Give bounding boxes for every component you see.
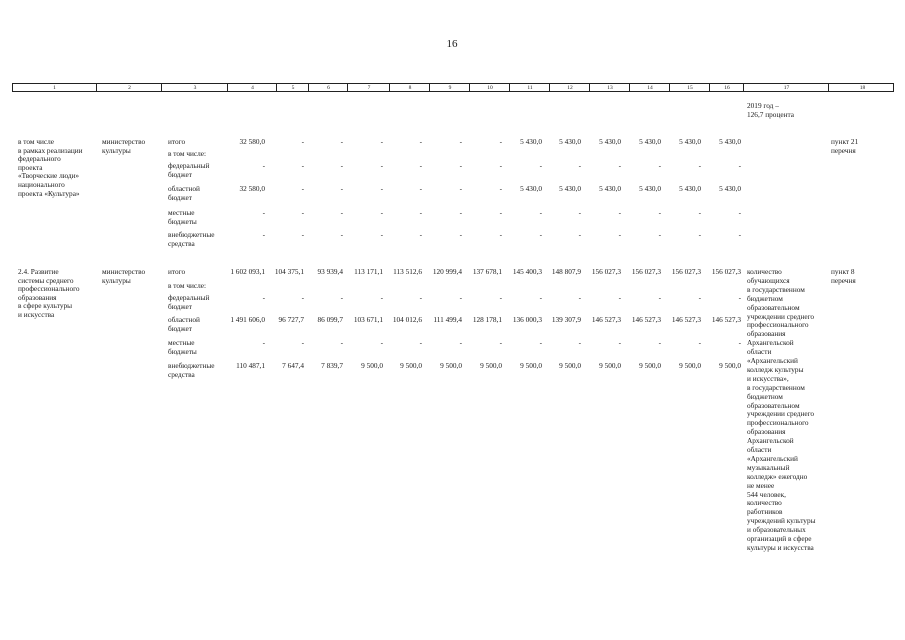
funding-value: 96 727,7 [278,315,304,324]
funding-value: - [658,230,661,239]
program-name: 2.4. Развитие [18,267,59,276]
funding-value: - [419,293,422,302]
indicator-text: области [747,445,772,454]
header-col-15: 15 [669,84,710,92]
indicator-text: «Архангельский [747,356,798,365]
indicator-text: и искусства», [747,373,789,383]
funding-value: 113 171,1 [354,267,383,276]
funding-source-label: итого [168,267,186,276]
funding-value: - [578,208,581,217]
funding-value: 5 430,0 [520,184,542,193]
funding-value: 156 027,3 [671,267,701,276]
header-col-14: 14 [629,84,670,92]
funding-value: - [578,230,581,239]
header-col-3: 3 [161,84,228,92]
funding-value: - [459,161,462,170]
funding-value: 5 430,0 [559,137,581,146]
funding-value: - [698,293,701,302]
funding-value: - [301,184,304,193]
funding-value: 5 430,0 [679,137,701,146]
header-col-5: 5 [276,84,309,92]
indicator-text: обучающихся [747,275,790,285]
funding-value: - [738,208,741,217]
indicator-text: учреждении среднего [747,409,815,419]
funding-source-label: итого [168,137,186,146]
funding-value: - [262,161,265,170]
funding-value: 103 671,1 [353,315,383,324]
funding-value: - [698,208,701,217]
funding-value: 32 580,0 [239,184,265,193]
funding-value: 1 602 093,1 [230,267,265,276]
funding-value: 9 500,0 [480,361,502,370]
indicator-text: в государственном [747,382,805,392]
funding-value: 7 647,4 [282,361,304,370]
indicator-text: «Архангельский [747,453,798,463]
funding-source-label: областной [168,315,200,324]
indicator-text: музыкальный [747,462,790,472]
indicator-text: бюджетном [747,293,783,303]
header-col-10: 10 [469,84,510,92]
funding-source-label: бюджет [168,169,192,179]
page-number: 16 [446,38,458,50]
funding-value: 5 430,0 [599,137,621,146]
funding-value: - [380,338,383,347]
funding-value: 5 430,0 [679,184,701,193]
funding-value: - [738,161,741,170]
indicator-text: 544 человек, [747,489,786,499]
indicator-text: Архангельской [747,436,794,446]
funding-value: - [578,293,581,302]
funding-source-label: бюджет [168,192,192,202]
table-header-row [12,83,894,92]
funding-value: - [578,338,581,347]
reference-note: пункт 21 [831,137,859,146]
funding-value: - [340,137,343,146]
program-name: в сфере культуры [18,301,73,311]
funding-value: - [658,293,661,302]
executor: министерство [102,267,146,276]
funding-value: 156 027,3 [591,267,621,276]
header-col-4: 4 [227,84,277,92]
funding-value: 104 375,1 [274,267,304,276]
funding-value: - [459,230,462,239]
funding-value: - [380,184,383,193]
funding-value: 7 839,7 [321,361,343,370]
header-col-18: 18 [828,84,896,92]
funding-value: - [340,184,343,193]
funding-value: 93 939,4 [317,267,343,276]
header-col-13: 13 [589,84,630,92]
funding-value: - [578,161,581,170]
funding-value: - [459,338,462,347]
funding-source-label: бюджеты [168,346,197,356]
funding-value: 5 430,0 [639,137,661,146]
funding-value: - [698,161,701,170]
funding-value: - [618,161,621,170]
funding-value: 1 491 606,0 [230,315,265,324]
funding-value: - [419,184,422,193]
executor: культуры [102,275,131,285]
funding-source-label: областной [168,184,200,193]
funding-value: - [380,161,383,170]
funding-value: 120 999,4 [432,267,462,276]
indicator-text: образовательном [747,400,800,410]
funding-value: - [499,230,502,239]
indicator-text: образования [747,427,786,437]
reference-note: перечня [831,145,856,155]
funding-source-label: внебюджетные [168,361,215,370]
reference-note: пункт 8 [831,267,855,276]
program-name: и искусства [18,310,55,319]
indicator-text: образования [747,329,786,339]
header-col-6: 6 [308,84,348,92]
funding-value: - [380,230,383,239]
funding-value: 5 430,0 [520,137,542,146]
header-col-17: 17 [743,84,829,92]
funding-value: - [459,208,462,217]
funding-value: - [738,230,741,239]
program-name: «Творческие люди» [18,171,80,181]
funding-value: 9 500,0 [361,361,383,370]
funding-value: - [262,208,265,217]
funding-value: - [380,293,383,302]
funding-value: 9 500,0 [440,361,462,370]
funding-value: - [539,161,542,170]
funding-source-label: местные [168,208,195,217]
funding-value: - [459,293,462,302]
funding-value: 136 000,3 [512,315,542,324]
indicator-text: в государственном [747,284,805,294]
funding-value: 104 012,6 [392,315,422,324]
indicator-text: количество [747,498,782,508]
executor: культуры [102,145,131,155]
header-col-1: 1 [53,85,56,91]
funding-value: 86 099,7 [317,315,343,324]
funding-value: 9 500,0 [599,361,621,370]
indicator-carryover: 126,7 процента [747,109,795,119]
program-name: проекта «Культура» [18,188,80,198]
funding-value: - [499,161,502,170]
indicator-text: учреждении среднего [747,311,815,321]
funding-value: - [301,161,304,170]
funding-value: - [340,338,343,347]
funding-value: - [658,208,661,217]
funding-source-label: в том числе: [168,149,207,158]
indicator-carryover: 2019 год – [747,101,779,110]
header-col-7: 7 [347,84,390,92]
indicator-text: колледж» ежегодно [747,471,808,481]
funding-value: - [459,137,462,146]
header-col-2: 2 [96,84,162,92]
funding-value: - [419,137,422,146]
funding-value: 9 500,0 [679,361,701,370]
funding-value: - [618,293,621,302]
indicator-text: бюджетном [747,391,783,401]
funding-value: 5 430,0 [599,184,621,193]
indicator-text: образовательном [747,302,800,312]
funding-value: 9 500,0 [719,361,741,370]
funding-value: - [698,230,701,239]
funding-value: 5 430,0 [719,184,741,193]
funding-value: - [539,338,542,347]
funding-value: - [340,208,343,217]
indicator-text: учреждений культуры [747,516,816,526]
header-col-9: 9 [429,84,470,92]
funding-value: 5 430,0 [719,137,741,146]
funding-value: - [738,338,741,347]
funding-source-label: средства [168,369,195,379]
funding-value: 110 487,1 [236,361,265,370]
funding-value: - [618,338,621,347]
program-name: в том числе [18,137,55,146]
funding-value: 9 500,0 [520,361,542,370]
header-col-8: 8 [389,84,430,92]
executor: министерство [102,137,146,146]
program-name: образования [18,292,57,302]
funding-value: 156 027,3 [711,267,741,276]
funding-source-label: федеральный [168,293,210,302]
funding-value: - [618,230,621,239]
funding-source-label: внебюджетные [168,230,215,239]
funding-value: - [738,293,741,302]
funding-value: 139 307,9 [551,315,581,324]
funding-value: 148 807,9 [551,267,581,276]
funding-value: 156 027,3 [631,267,661,276]
header-col-12: 12 [549,84,590,92]
funding-value: 137 678,1 [472,267,502,276]
indicator-text: организаций в сфере [747,534,812,543]
funding-value: - [419,208,422,217]
funding-value: 146 527,3 [591,315,621,324]
funding-value: - [301,137,304,146]
funding-value: - [618,208,621,217]
funding-value: - [262,230,265,239]
funding-value: - [340,161,343,170]
funding-value: - [499,208,502,217]
funding-value: - [419,338,422,347]
indicator-text: и образовательных [747,525,806,535]
header-col-11: 11 [509,84,550,92]
funding-value: - [539,293,542,302]
funding-value: - [419,230,422,239]
funding-value: - [380,208,383,217]
program-name: в рамках реализации [18,145,83,155]
funding-value: - [301,293,304,302]
funding-value: 5 430,0 [639,184,661,193]
funding-source-label: средства [168,238,195,248]
funding-value: - [499,338,502,347]
funding-source-label: бюджет [168,323,192,333]
indicator-text: профессионального [747,320,809,330]
funding-value: 128 178,1 [472,315,502,324]
funding-value: 5 430,0 [559,184,581,193]
funding-value: - [698,338,701,347]
funding-value: - [499,137,502,146]
indicator-text: Архангельской [747,338,794,348]
indicator-text: области [747,347,772,357]
funding-value: 9 500,0 [400,361,422,370]
funding-value: - [301,208,304,217]
indicator-text: культуры и искусства [747,542,814,552]
program-name: профессионального [18,284,80,294]
funding-value: - [539,230,542,239]
funding-value: - [262,293,265,302]
funding-value: - [499,293,502,302]
program-name: федерального [18,154,61,164]
funding-value: 111 499,4 [433,315,462,324]
funding-value: - [658,338,661,347]
funding-value: 9 500,0 [639,361,661,370]
funding-value: - [658,161,661,170]
funding-value: 145 400,3 [512,267,542,276]
funding-value: 9 500,0 [559,361,581,370]
funding-source-label: бюджет [168,301,192,311]
funding-value: - [301,338,304,347]
funding-value: - [419,161,422,170]
funding-value: - [499,184,502,193]
funding-value: 113 512,6 [393,267,422,276]
indicator-text: не менее [747,480,775,490]
funding-value: 146 527,3 [671,315,701,324]
funding-source-label: бюджеты [168,216,197,226]
funding-value: 146 527,3 [631,315,661,324]
program-name: проекта [18,162,43,172]
indicator-text: количество [747,267,782,276]
funding-value: - [459,184,462,193]
funding-source-label: в том числе: [168,281,207,290]
reference-note: перечня [831,275,856,285]
funding-source-label: федеральный [168,161,210,170]
funding-value: - [340,230,343,239]
program-name: национального [18,180,65,189]
funding-value: - [539,208,542,217]
program-name: системы среднего [18,275,74,285]
header-col-16: 16 [709,84,744,92]
indicator-text: работников [747,507,783,517]
funding-source-label: местные [168,338,195,347]
funding-value: - [340,293,343,302]
funding-value: 146 527,3 [711,315,741,324]
funding-value: - [262,338,265,347]
funding-value: - [301,230,304,239]
funding-value: 32 580,0 [239,137,265,146]
funding-value: - [380,137,383,146]
indicator-text: профессионального [747,418,809,428]
indicator-text: колледж культуры [747,364,804,374]
